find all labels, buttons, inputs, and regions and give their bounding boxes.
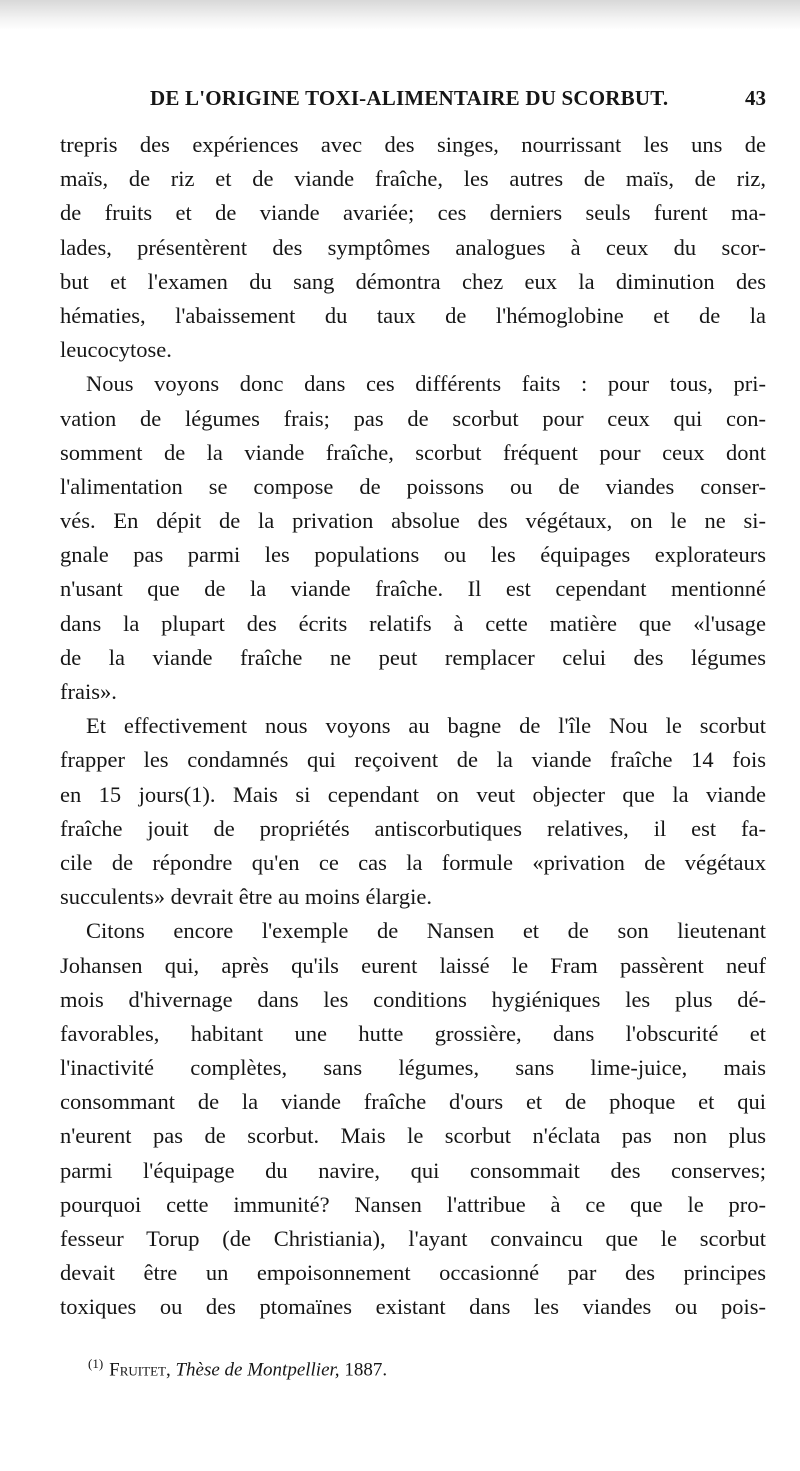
- text-line: vation de légumes frais; pas de scorbut pour ceux qui con-: [60, 405, 766, 431]
- text-line: consommant de la viande fraîche d'ours et de phoque et qui: [60, 1089, 766, 1115]
- text-line: succulents» devrait être au moins élargie.: [60, 884, 432, 910]
- text-line: Citons encore l'exemple de Nansen et de son lieutenant: [86, 918, 766, 944]
- footnote-author: Fruitet,: [109, 1359, 171, 1381]
- text-line: de la viande fraîche ne peut remplacer celui des légumes: [60, 644, 766, 670]
- footnote-year: 1887.: [344, 1359, 388, 1381]
- text-line: l'alimentation se compose de poissons ou de viandes conser-: [60, 473, 766, 499]
- body-text: [60, 128, 766, 1325]
- text-line: maïs, de riz et de viande fraîche, les autres de maïs, de riz,: [60, 166, 766, 192]
- text-line: frapper les condamnés qui reçoivent de la viande fraîche 14 fois: [60, 747, 766, 773]
- text-line: but et l'examen du sang démontra chez eux la diminution des: [60, 268, 766, 294]
- text-line: cile de répondre qu'en ce cas la formule «privation de végétaux: [60, 849, 766, 875]
- text-line: n'eurent pas de scorbut. Mais le scorbut n'éclata pas non plus: [60, 1123, 766, 1149]
- text-line: toxiques ou des ptomaïnes existant dans les viandes ou pois-: [60, 1294, 766, 1320]
- running-head: DE L'ORIGINE TOXI-ALIMENTAIRE DU SCORBUT.: [150, 86, 669, 110]
- text-line: Et effectivement nous voyons au bagne de l'île Nou le scorbut: [86, 713, 766, 739]
- footnote: [88, 1356, 688, 1381]
- text-line: favorables, habitant une hutte grossière, dans l'obscurité et: [60, 1020, 766, 1046]
- footnote-marker: (1): [88, 1356, 104, 1371]
- text-line: lades, présentèrent des symptômes analogues à ceux du scor-: [60, 234, 766, 260]
- footnote-title: Thèse de Montpellier,: [175, 1359, 340, 1381]
- text-line: en 15 jours(1). Mais si cependant on veut objecter que la viande: [60, 781, 766, 807]
- text-line: fesseur Torup (de Christiania), l'ayant convaincu que le scorbut: [60, 1226, 766, 1251]
- text-line: n'usant que de la viande fraîche. Il est cependant mentionné: [60, 576, 766, 602]
- text-line: Johansen qui, après qu'ils eurent laissé le Fram passèrent neuf: [60, 952, 766, 978]
- text-line: hématies, l'abaissement du taux de l'hémoglobine et de la: [60, 302, 766, 328]
- page-number: 43: [745, 86, 766, 110]
- text-line: Nous voyons donc dans ces différents faits : pour tous, pri-: [86, 371, 766, 397]
- text-line: de fruits et de viande avariée; ces derniers seuls furent ma-: [60, 200, 766, 226]
- text-line: fraîche jouit de propriétés antiscorbutiques relatives, il est fa-: [60, 815, 766, 841]
- text-line: l'inactivité complètes, sans légumes, sans lime-juice, mais: [60, 1055, 766, 1081]
- text-line: dans la plupart des écrits relatifs à cette matière que «l'usage: [60, 610, 766, 636]
- text-line: gnale pas parmi les populations ou les équipages explorateurs: [60, 542, 766, 568]
- text-line: somment de la viande fraîche, scorbut fréquent pour ceux dont: [60, 439, 766, 465]
- text-line: pourquoi cette immunité? Nansen l'attribue à ce que le pro-: [60, 1191, 766, 1217]
- scan-top-edge: [0, 0, 800, 30]
- text-line: parmi l'équipage du navire, qui consommait des conserves;: [60, 1157, 766, 1183]
- text-line: trepris des expériences avec des singes, nourrissant les uns de: [60, 132, 766, 157]
- page-header: [60, 86, 772, 120]
- text-line: devait être un empoisonnement occasionné par des principes: [60, 1260, 766, 1286]
- text-line: frais».: [60, 679, 117, 704]
- text-line: leucocytose.: [60, 337, 172, 363]
- text-line: mois d'hivernage dans les conditions hygiéniques les plus dé-: [60, 986, 766, 1012]
- text-line: vés. En dépit de la privation absolue des végétaux, on le ne si-: [60, 508, 766, 534]
